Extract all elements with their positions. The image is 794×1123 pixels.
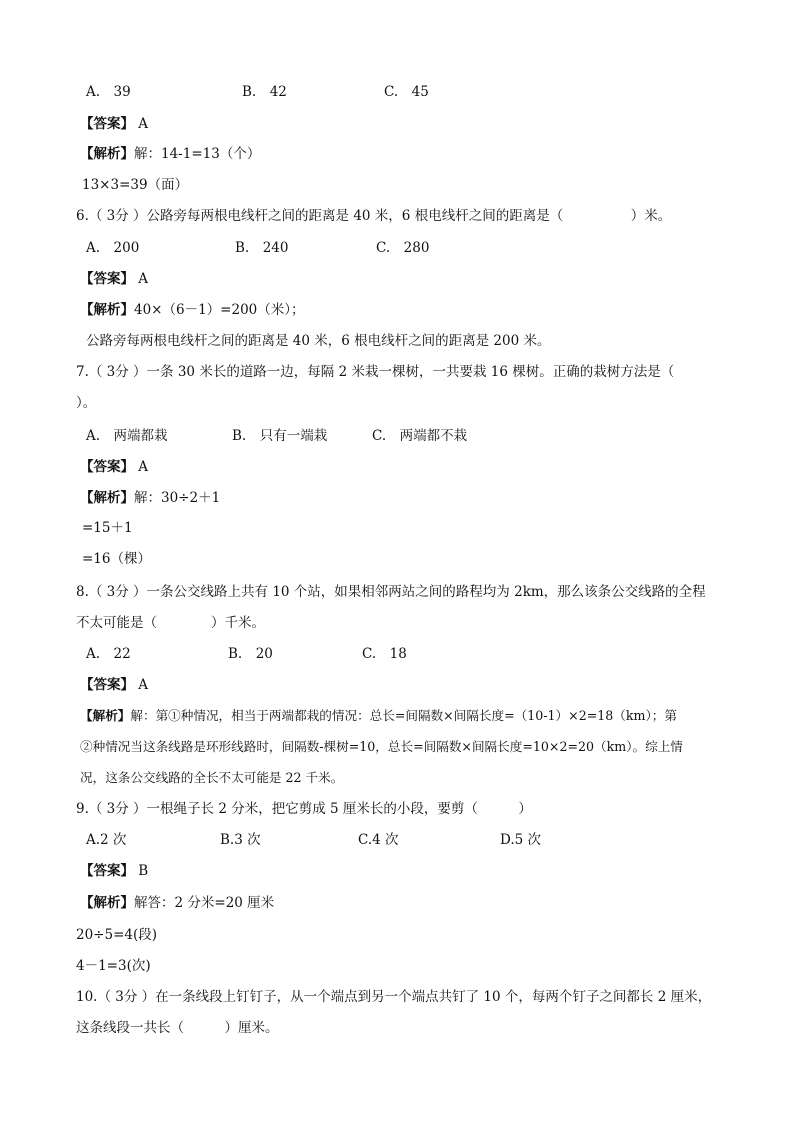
answer-tag: 【答案】: [80, 863, 134, 879]
analysis-line: 解：第①种情况，相当于两端都栽的情况：总长=间隔数×间隔长度=（10-1）×2=18（km）；第: [130, 708, 677, 723]
answer-tag: 【答案】: [80, 116, 134, 132]
q10-stem-line-1: 10.（ 3分 ）在一条线段上钉钉子，从一个端点到另一个端点共钉了 10 个，每两个钉子之间都长 2 厘米，: [76, 989, 712, 1005]
answer-tag: 【答案】: [80, 271, 134, 287]
answer-tag: 【答案】: [80, 459, 134, 475]
analysis-line: =15＋1: [82, 520, 133, 536]
analysis-line: ②种情况当这条线路是环形线路时，间隔数-棵树=10，总长=间隔数×间隔长度=10×2=20（km）。综上情: [80, 739, 683, 754]
q7-analysis: [80, 489, 220, 507]
q5-option-c: C. 45: [384, 84, 429, 100]
answer-value: A: [134, 459, 149, 475]
analysis-tag: 【解析】: [80, 708, 131, 723]
analysis-tag: 【解析】: [80, 302, 134, 318]
analysis-tag: 【解析】: [80, 895, 134, 911]
analysis-line: 解：30÷2＋1: [134, 490, 221, 506]
q8-stem-line-1: 8.（ 3分 ）一条公交线路上共有 10 个站，如果相邻两站之间的路程均为 2km，那么该条公交线路的全程: [76, 584, 706, 600]
q6-option-c: C. 280: [376, 240, 430, 256]
q10-stem-line-2: 这条线段一共长（ ）厘米。: [76, 1020, 279, 1036]
q9-option-a: A.2 次: [86, 832, 127, 848]
analysis-line: 解：14-1=13（个）: [134, 146, 261, 162]
q7-option-b: B. 只有一端栽: [232, 428, 328, 444]
q6-analysis: [80, 301, 305, 319]
q7-option-a: A. 两端都栽: [86, 428, 168, 444]
q6-answer: [80, 270, 148, 288]
q8-option-c: C. 18: [362, 646, 407, 662]
analysis-line: 40×（6－1）=200（米）；: [134, 302, 305, 318]
q9-option-b: B.3 次: [220, 832, 261, 848]
q9-analysis: [80, 894, 274, 912]
answer-value: A: [134, 116, 149, 132]
q9-option-d: D.5 次: [500, 832, 542, 848]
q7-stem-line-1: 7.（ 3分 ）一条 30 米长的道路一边，每隔 2 米栽一棵树，一共要栽 16 棵树。正确的栽树方法是（: [76, 364, 675, 380]
answer-tag: 【答案】: [80, 677, 134, 693]
q8-answer: [80, 676, 148, 694]
q6-stem: 6.（ 3分 ）公路旁每两根电线杆之间的距离是 40 米，6 根电线杆之间的距离是（ ）米。: [76, 208, 672, 224]
q5-analysis: [80, 145, 260, 163]
q5-option-a: A. 39: [86, 84, 131, 100]
analysis-tag: 【解析】: [80, 146, 134, 162]
analysis-line: 公路旁每两根电线杆之间的距离是 40 米，6 根电线杆之间的距离是 200 米。: [86, 333, 551, 349]
answer-value: B: [134, 863, 149, 879]
q8-option-b: B. 20: [228, 646, 273, 662]
analysis-line: 4－1=3(次): [76, 958, 151, 974]
analysis-line: 13×3=39（面）: [82, 177, 189, 193]
analysis-line: 解答：2 分米=20 厘米: [134, 895, 275, 911]
q9-answer: [80, 862, 148, 880]
analysis-line: 况，这条公交线路的全长不太可能是 22 千米。: [80, 770, 344, 785]
analysis-line: =16（棵）: [82, 551, 151, 567]
q8-stem-line-2: 不太可能是（ ）千米。: [76, 615, 265, 631]
q6-option-b: B. 240: [235, 240, 289, 256]
answer-value: A: [134, 677, 149, 693]
analysis-line: 20÷5=4(段): [76, 927, 158, 943]
q8-option-a: A. 22: [86, 646, 131, 662]
q5-answer: [80, 115, 148, 133]
q9-option-c: C.4 次: [358, 832, 399, 848]
q7-answer: [80, 458, 148, 476]
q6-option-a: A. 200: [86, 240, 140, 256]
q7-option-c: C. 两端都不栽: [372, 428, 468, 444]
answer-value: A: [134, 271, 149, 287]
q7-stem-line-2: ）。: [76, 395, 97, 411]
q5-option-b: B. 42: [242, 84, 287, 100]
q8-analysis: [80, 707, 677, 725]
analysis-tag: 【解析】: [80, 490, 134, 506]
q9-stem: 9.（ 3分 ）一根绳子长 2 分米，把它剪成 5 厘米长的小段，要剪（ ）: [76, 801, 532, 817]
